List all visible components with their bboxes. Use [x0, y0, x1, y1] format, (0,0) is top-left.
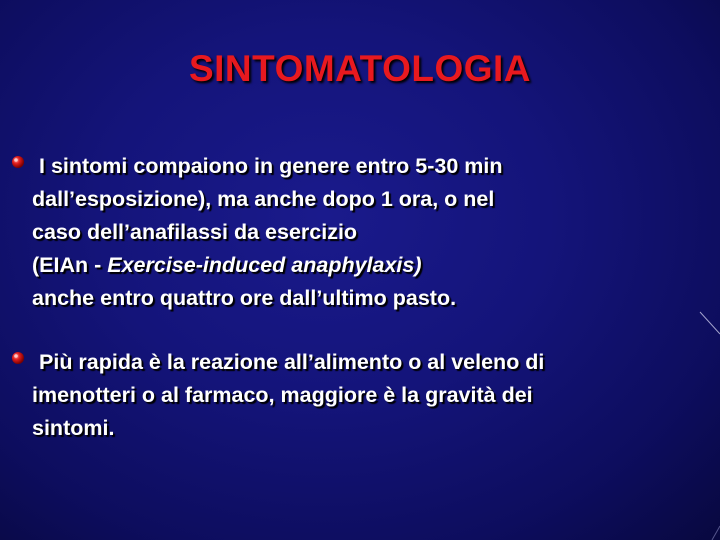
- bullet-line: imenotteri o al farmaco, maggiore è la gravità dei: [32, 383, 533, 407]
- red-sphere-bullet-icon: [10, 154, 26, 170]
- bullet-item-severity: [10, 346, 710, 445]
- bullet-line-italic: Exercise-induced anaphylaxis): [107, 253, 422, 277]
- bullet-line: [32, 249, 710, 282]
- bullet-line: dall’esposizione), ma anche dopo 1 ora, o nel: [32, 187, 495, 211]
- bullet-text: [32, 346, 710, 445]
- bullet-line-prefix: (EIAn -: [32, 253, 108, 277]
- bullet-item-onset: [10, 150, 710, 315]
- bullet-line: sintomi.: [32, 416, 115, 440]
- bullet-line: caso dell’anafilassi da esercizio: [32, 220, 358, 244]
- bullet-line: I sintomi compaiono in genere entro 5-30 min: [39, 154, 503, 178]
- bullet-line: anche entro quattro ore dall’ultimo pasto.: [32, 286, 457, 310]
- slide-title: SINTOMATOLOGIA: [188, 48, 532, 89]
- bullet-line: Più rapida è la reazione all’alimento o al veleno di: [39, 350, 545, 374]
- red-sphere-bullet-icon: [10, 350, 26, 366]
- bullet-text: [32, 150, 710, 315]
